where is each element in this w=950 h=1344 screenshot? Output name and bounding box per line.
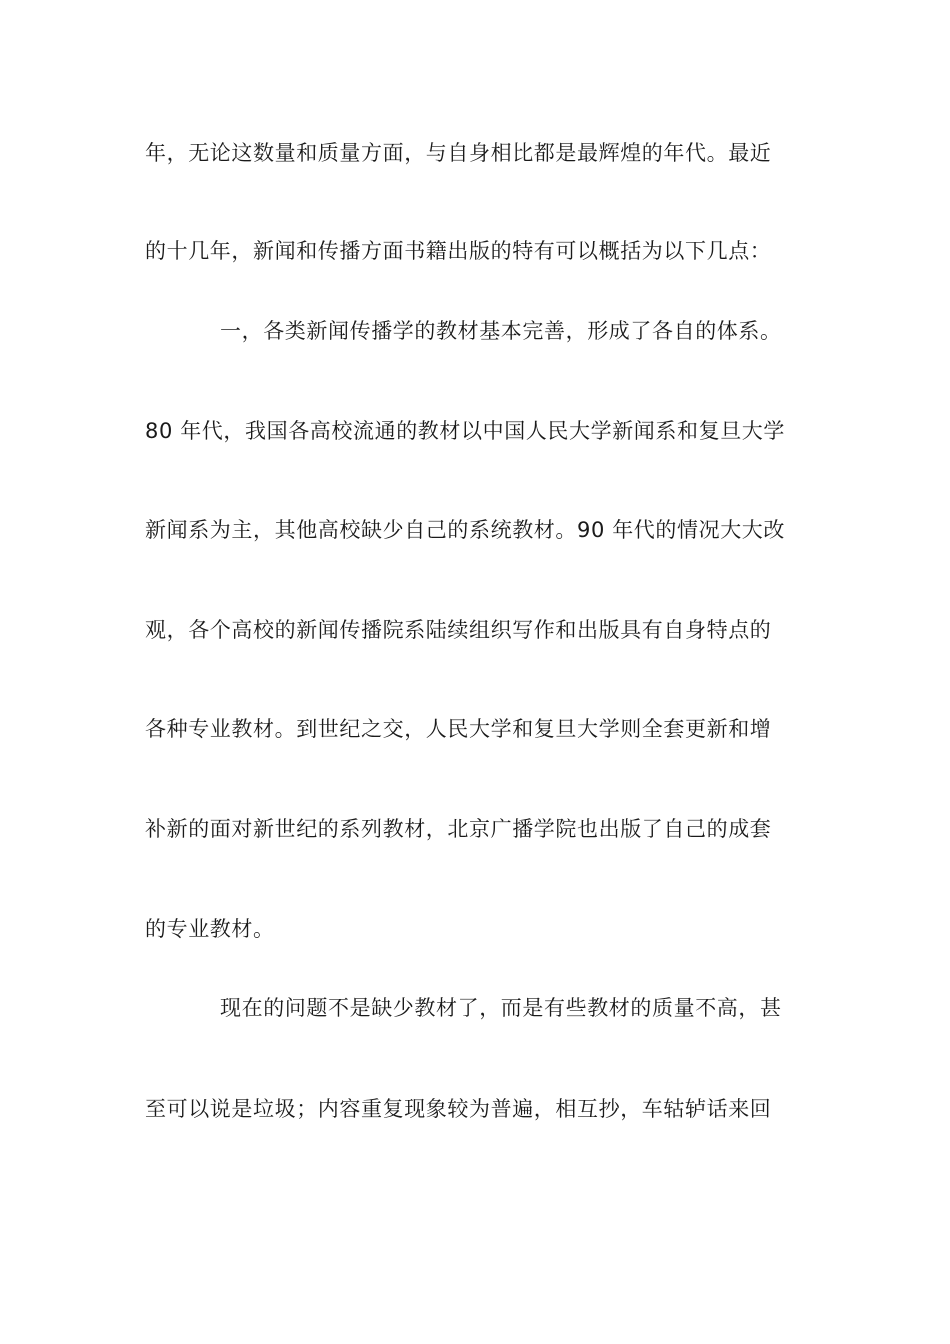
paragraph-first-line: 现在的问题不是缺少教材了，而是有些教材的质量不高，甚 xyxy=(220,996,782,1020)
text-line: 80 年代，我国各高校流通的教材以中国人民大学新闻系和复旦大学 xyxy=(145,419,785,443)
text-line: 各种专业教材。到世纪之交，人民大学和复旦大学则全套更新和增 xyxy=(145,717,772,741)
text-line: 至可以说是垃圾；内容重复现象较为普遍，相互抄，车轱轳话来回 xyxy=(145,1097,772,1121)
text-line: 的十几年，新闻和传播方面书籍出版的特有可以概括为以下几点： xyxy=(145,239,772,263)
text-line: 的专业教材。 xyxy=(145,917,275,941)
paragraph-first-line: 一，各类新闻传播学的教材基本完善，形成了各自的体系。 xyxy=(220,319,782,343)
text-line: 补新的面对新世纪的系列教材，北京广播学院也出版了自己的成套 xyxy=(145,817,772,841)
text-line: 新闻系为主，其他高校缺少自己的系统教材。90 年代的情况大大改 xyxy=(145,518,785,542)
text-line: 年，无论这数量和质量方面，与自身相比都是最辉煌的年代。最近 xyxy=(145,141,772,165)
text-line: 观，各个高校的新闻传播院系陆续组织写作和出版具有自身特点的 xyxy=(145,618,772,642)
